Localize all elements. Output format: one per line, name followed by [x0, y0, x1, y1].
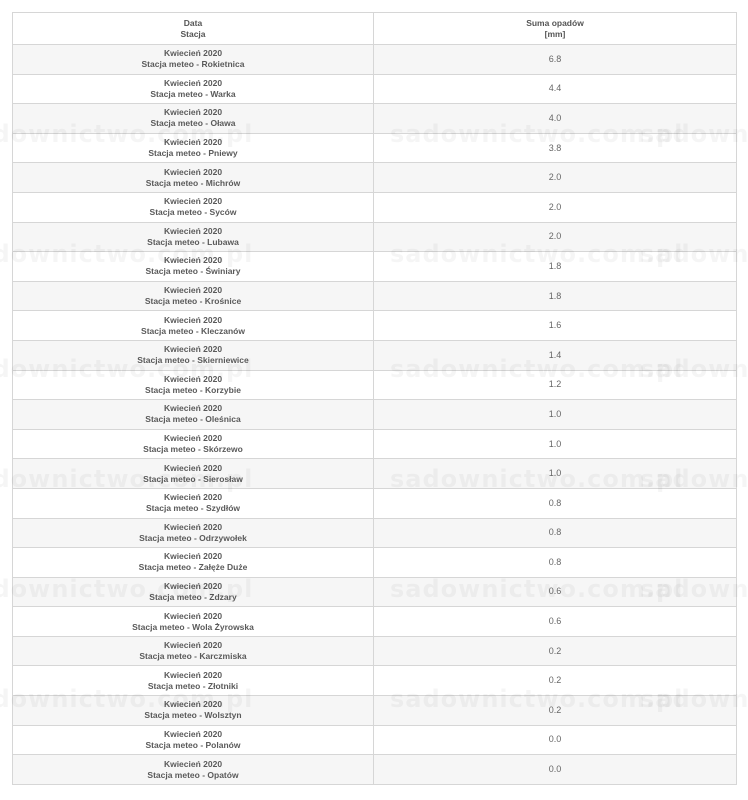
header-station-label: Stacja [180, 28, 206, 39]
cell-station: Stacja meteo - Krośnice [144, 296, 242, 307]
cell-date: Kwiecień 2020 [163, 107, 223, 118]
table-row [13, 755, 737, 785]
cell-rainfall-value: 0.0 [374, 755, 737, 785]
table-row [13, 607, 737, 637]
cell-date-station [13, 163, 374, 193]
cell-rainfall-value: 0.2 [374, 696, 737, 726]
cell-station: Stacja meteo - Opatów [147, 769, 239, 780]
cell-date: Kwiecień 2020 [163, 344, 223, 355]
table-row [13, 577, 737, 607]
cell-rainfall-value: 0.6 [374, 577, 737, 607]
table-row [13, 133, 737, 163]
cell-date-station [13, 636, 374, 666]
rainfall-table [12, 12, 737, 785]
cell-station: Stacja meteo - Pniewy [148, 148, 238, 159]
cell-date: Kwiecień 2020 [163, 403, 223, 414]
cell-date: Kwiecień 2020 [163, 48, 223, 59]
cell-date-station [13, 370, 374, 400]
header-date-station [13, 13, 374, 45]
table-row [13, 696, 737, 726]
cell-rainfall-value: 0.8 [374, 548, 737, 578]
table-row [13, 400, 737, 430]
cell-station: Stacja meteo - Karczmiska [139, 651, 247, 662]
cell-date-station [13, 104, 374, 134]
cell-date-station [13, 340, 374, 370]
cell-rainfall-value: 2.0 [374, 192, 737, 222]
rainfall-table-container [12, 12, 736, 785]
table-row [13, 666, 737, 696]
cell-station: Stacja meteo - Polanów [145, 739, 241, 750]
cell-date: Kwiecień 2020 [163, 77, 223, 88]
cell-station: Stacja meteo - Załęże Duże [138, 562, 248, 573]
table-row [13, 429, 737, 459]
cell-date-station [13, 518, 374, 548]
header-date-label: Data [183, 17, 203, 28]
cell-date-station [13, 548, 374, 578]
cell-rainfall-value: 6.8 [374, 45, 737, 75]
cell-rainfall-value: 0.8 [374, 488, 737, 518]
cell-date: Kwiecień 2020 [163, 225, 223, 236]
header-rainfall-sum [374, 13, 737, 45]
cell-rainfall-value: 1.0 [374, 400, 737, 430]
cell-date: Kwiecień 2020 [163, 492, 223, 503]
cell-station: Stacja meteo - Wolsztyn [144, 710, 242, 721]
cell-date: Kwiecień 2020 [163, 255, 223, 266]
cell-date-station [13, 222, 374, 252]
table-row [13, 74, 737, 104]
cell-rainfall-value: 3.8 [374, 133, 737, 163]
cell-station: Stacja meteo - Wola Żyrowska [132, 621, 254, 632]
table-row [13, 459, 737, 489]
cell-station: Stacja meteo - Skierniewice [137, 355, 249, 366]
cell-date-station [13, 666, 374, 696]
cell-date-station [13, 252, 374, 282]
table-row [13, 725, 737, 755]
cell-station: Stacja meteo - Świniary [145, 266, 241, 277]
cell-date-station [13, 607, 374, 637]
cell-date: Kwiecień 2020 [163, 521, 223, 532]
cell-date: Kwiecień 2020 [163, 699, 223, 710]
table-row [13, 488, 737, 518]
cell-date-station [13, 311, 374, 341]
cell-date: Kwiecień 2020 [163, 610, 223, 621]
cell-station: Stacja meteo - Skórzewo [143, 444, 243, 455]
cell-rainfall-value: 0.0 [374, 725, 737, 755]
cell-date-station [13, 45, 374, 75]
cell-station: Stacja meteo - Oleśnica [145, 414, 241, 425]
cell-date-station [13, 459, 374, 489]
cell-date: Kwiecień 2020 [163, 640, 223, 651]
table-row [13, 370, 737, 400]
table-row [13, 518, 737, 548]
cell-rainfall-value: 1.0 [374, 459, 737, 489]
cell-station: Stacja meteo - Kleczanów [141, 325, 245, 336]
cell-date: Kwiecień 2020 [163, 285, 223, 296]
cell-station: Stacja meteo - Lubawa [147, 236, 239, 247]
cell-rainfall-value: 1.2 [374, 370, 737, 400]
cell-date: Kwiecień 2020 [163, 551, 223, 562]
cell-date-station [13, 192, 374, 222]
header-row [13, 13, 737, 45]
cell-rainfall-value: 2.0 [374, 222, 737, 252]
table-row [13, 281, 737, 311]
cell-date-station [13, 400, 374, 430]
cell-date-station [13, 725, 374, 755]
table-row [13, 340, 737, 370]
table-row [13, 548, 737, 578]
cell-rainfall-value: 1.6 [374, 311, 737, 341]
table-row [13, 45, 737, 75]
cell-station: Stacja meteo - Warka [150, 88, 236, 99]
cell-date: Kwiecień 2020 [163, 433, 223, 444]
table-body [13, 45, 737, 785]
cell-station: Stacja meteo - Oława [150, 118, 236, 129]
cell-rainfall-value: 1.0 [374, 429, 737, 459]
table-row [13, 636, 737, 666]
cell-date: Kwiecień 2020 [163, 462, 223, 473]
cell-date-station [13, 133, 374, 163]
table-row [13, 104, 737, 134]
cell-date: Kwiecień 2020 [163, 728, 223, 739]
cell-rainfall-value: 4.4 [374, 74, 737, 104]
cell-rainfall-value: 0.6 [374, 607, 737, 637]
cell-date: Kwiecień 2020 [163, 196, 223, 207]
cell-rainfall-value: 0.2 [374, 636, 737, 666]
table-row [13, 222, 737, 252]
cell-date-station [13, 74, 374, 104]
cell-rainfall-value: 1.4 [374, 340, 737, 370]
header-unit-label: [mm] [544, 28, 566, 39]
cell-date-station [13, 577, 374, 607]
cell-station: Stacja meteo - Zdzary [149, 591, 237, 602]
cell-rainfall-value: 0.8 [374, 518, 737, 548]
cell-date: Kwiecień 2020 [163, 373, 223, 384]
header-rainfall-label: Suma opadów [526, 17, 584, 28]
cell-rainfall-value: 0.2 [374, 666, 737, 696]
cell-date: Kwiecień 2020 [163, 758, 223, 769]
cell-date-station [13, 696, 374, 726]
cell-date: Kwiecień 2020 [163, 669, 223, 680]
cell-date: Kwiecień 2020 [163, 580, 223, 591]
cell-rainfall-value: 2.0 [374, 163, 737, 193]
cell-station: Stacja meteo - Szydłów [146, 503, 240, 514]
cell-rainfall-value: 4.0 [374, 104, 737, 134]
cell-date-station [13, 281, 374, 311]
cell-station: Stacja meteo - Odrzywołek [139, 532, 247, 543]
cell-date-station [13, 488, 374, 518]
cell-date: Kwiecień 2020 [163, 314, 223, 325]
table-row [13, 192, 737, 222]
cell-rainfall-value: 1.8 [374, 252, 737, 282]
table-row [13, 252, 737, 282]
cell-date-station [13, 429, 374, 459]
cell-date: Kwiecień 2020 [163, 166, 223, 177]
cell-station: Stacja meteo - Sierosław [143, 473, 243, 484]
cell-station: Stacja meteo - Syców [149, 207, 237, 218]
table-row [13, 163, 737, 193]
cell-station: Stacja meteo - Rokietnica [141, 59, 245, 70]
cell-station: Stacja meteo - Korzybie [145, 384, 241, 395]
cell-date-station [13, 755, 374, 785]
cell-station: Stacja meteo - Złotniki [147, 680, 239, 691]
cell-rainfall-value: 1.8 [374, 281, 737, 311]
table-header [13, 13, 737, 45]
cell-station: Stacja meteo - Michrów [145, 177, 241, 188]
table-row [13, 311, 737, 341]
cell-date: Kwiecień 2020 [163, 137, 223, 148]
